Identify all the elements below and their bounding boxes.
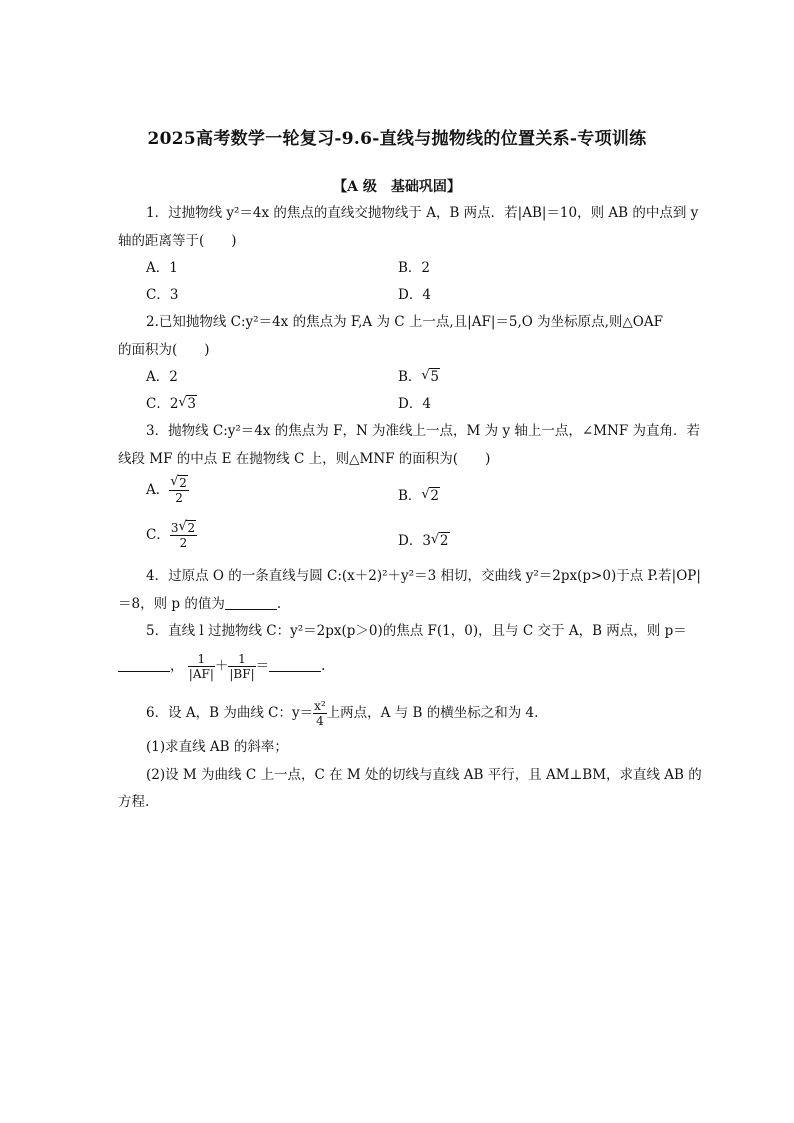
q2-option-b-radicand: 5 xyxy=(430,369,440,385)
q6-lead: 6．设 A，B 为曲线 C：y＝ xyxy=(146,705,314,721)
sqrt-symbol xyxy=(170,476,188,490)
q3-line2: 线段 MF 的中点 E 在抛物线 C 上，则△MNF 的面积为( ) xyxy=(118,451,491,467)
sqrt-symbol xyxy=(421,368,440,386)
fraction xyxy=(188,652,215,681)
q2-line2: 的面积为( ) xyxy=(118,342,210,358)
q3-option-a xyxy=(146,476,189,505)
q3-option-d-radicand: 2 xyxy=(439,533,449,549)
q3-option-c xyxy=(146,521,197,550)
fraction xyxy=(170,521,197,550)
fraction xyxy=(313,699,327,728)
q5-line1: 5．直线 l 过抛物线 C：y²＝2px(p＞0)的焦点 F(1，0)，且与 C 交于 A，B 两点，则 p＝ xyxy=(146,623,687,639)
answer-blank xyxy=(269,658,321,672)
q5-f2-numerator: 1 xyxy=(228,652,255,667)
q3-option-c-radicand: 2 xyxy=(187,521,196,535)
q6-denominator: 4 xyxy=(316,714,324,728)
q1-line2: 轴的距离等于( ) xyxy=(118,233,237,249)
q3-option-a-radicand: 2 xyxy=(179,476,187,490)
q3-option-d-label: D．3 xyxy=(398,533,431,549)
q5-f1-numerator: 1 xyxy=(188,652,215,667)
q1-option-a: A．1 xyxy=(146,260,178,276)
q5-comma: ， xyxy=(170,658,184,674)
answer-blank xyxy=(225,596,277,610)
q6-line1 xyxy=(146,699,538,728)
q5-f1-denominator: |AF| xyxy=(188,667,214,681)
q6-numerator: x² xyxy=(314,699,326,713)
sqrt-symbol xyxy=(421,487,440,505)
q4-line2-text: ＝8，则 p 的值为 xyxy=(118,596,225,612)
sqrt-symbol xyxy=(178,521,196,535)
q3-option-b xyxy=(398,487,440,505)
q2-option-c-label: C．2 xyxy=(146,396,179,412)
q6-sub1: (1)求直线 AB 的斜率； xyxy=(146,739,288,755)
q5-plus: ＋ xyxy=(214,658,229,674)
q5-end: . xyxy=(321,658,326,674)
sqrt-symbol xyxy=(431,532,450,550)
page-title: 2025高考数学一轮复习-9.6-直线与抛物线的位置关系-专项训练 xyxy=(147,129,647,149)
q2-line1: 2.已知抛物线 C:y²＝4x 的焦点为 F,A 为 C 上一点,且|AF|＝5,O 为坐标原点,则△OAF xyxy=(146,314,663,330)
q2-option-a: A．2 xyxy=(146,369,178,385)
q1-line1: 1．过抛物线 y²＝4x 的焦点的直线交抛物线于 A，B 两点．若|AB|＝10，则 AB 的中点到 y xyxy=(146,205,699,221)
q2-option-d: D．4 xyxy=(398,396,431,412)
q4-line2-end: . xyxy=(276,596,282,612)
q3-option-d xyxy=(398,532,450,550)
q2-option-c-radicand: 3 xyxy=(187,396,197,412)
q6-sub2-line1: (2)设 M 为曲线 C 上一点，C 在 M 处的切线与直线 AB 平行，且 AM⊥BM，求直线 AB 的 xyxy=(146,767,702,783)
q5-f2-denominator: |BF| xyxy=(229,667,255,681)
q5-line2 xyxy=(118,652,325,681)
q1-option-b: B．2 xyxy=(398,260,431,276)
q2-option-b xyxy=(398,368,440,386)
q3-option-b-radicand: 2 xyxy=(430,488,440,504)
q3-option-c-label: C． xyxy=(146,527,170,543)
q1-option-d: D．4 xyxy=(398,287,431,303)
q3-option-a-denominator: 2 xyxy=(175,491,183,505)
q3-option-c-denominator: 2 xyxy=(179,536,188,550)
q3-option-c-coef: 3 xyxy=(170,521,179,535)
q3-option-a-label: A． xyxy=(146,482,170,498)
q1-option-c: C．3 xyxy=(146,287,179,303)
q3-line1: 3．抛物线 C:y²＝4x 的焦点为 F，N 为准线上一点，M 为 y 轴上一点，∠MNF 为直角．若 xyxy=(146,423,700,439)
q3-option-b-label: B． xyxy=(398,488,422,504)
answer-blank xyxy=(118,658,170,672)
fraction xyxy=(169,476,189,505)
q2-option-c xyxy=(146,395,197,413)
section-heading: 【A 级 基础巩固】 xyxy=(333,179,461,195)
q5-equals: ＝ xyxy=(255,658,270,674)
q6-sub2-line2: 方程. xyxy=(118,794,150,810)
sqrt-symbol xyxy=(178,395,197,413)
q4-line1: 4．过原点 O 的一条直线与圆 C:(x＋2)²＋y²＝3 相切，交曲线 y²＝2px(p>0)于点 P.若|OP| xyxy=(146,568,701,584)
q4-line2 xyxy=(118,595,281,613)
fraction xyxy=(228,652,255,681)
q2-option-b-label: B． xyxy=(398,369,422,385)
q6-tail: 上两点，A 与 B 的横坐标之和为 4. xyxy=(326,705,539,721)
